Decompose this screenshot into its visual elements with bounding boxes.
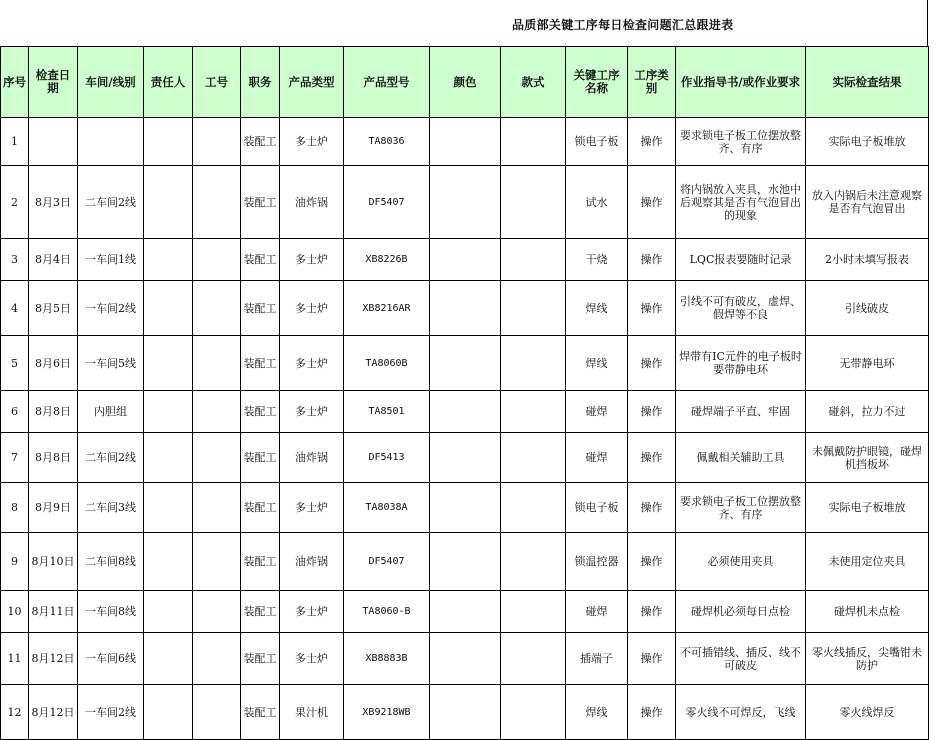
cell-no[interactable]: 8 [1,483,29,533]
cell-line[interactable]: 一车间1线 [78,239,144,281]
cell-line[interactable] [78,118,144,166]
table-row [1,166,929,239]
cell-requirement[interactable]: 必须使用夹具 [676,533,806,591]
cell-model[interactable]: TA8038A [344,483,430,533]
cell-category[interactable]: 操作 [628,433,676,483]
cell-id[interactable] [193,633,241,685]
table-row [1,685,929,740]
cell-model[interactable]: TA8036 [344,118,430,166]
cell-requirement[interactable]: 将内锅放入夹具，水池中后观察其是否有气泡冒出的现象 [676,166,806,239]
cell-line[interactable]: 一车间5线 [78,336,144,391]
cell-no[interactable]: 9 [1,533,29,591]
cell-style[interactable] [501,533,566,591]
cell-color[interactable] [430,391,501,433]
header-style: 款式 [501,47,566,118]
cell-process[interactable]: 焊线 [566,685,628,740]
cell-category[interactable]: 操作 [628,118,676,166]
cell-color[interactable] [430,633,501,685]
cell-person[interactable] [144,633,193,685]
cell-style[interactable] [501,118,566,166]
table-row [1,483,929,533]
cell-date[interactable]: 8月5日 [29,281,78,336]
cell-no[interactable]: 12 [1,685,29,740]
cell-requirement[interactable]: 零火线不可焊反，飞线 [676,685,806,740]
cell-process[interactable]: 插端子 [566,633,628,685]
cell-id[interactable] [193,239,241,281]
cell-process[interactable]: 碰焊 [566,433,628,483]
cell-process[interactable]: 试水 [566,166,628,239]
cell-id[interactable] [193,391,241,433]
cell-ptype[interactable]: 多士炉 [280,336,344,391]
cell-result[interactable]: 零火线插反，尖嘴钳未防护 [806,633,929,685]
cell-ptype[interactable]: 多士炉 [280,118,344,166]
table-row [1,336,929,391]
cell-color[interactable] [430,239,501,281]
cell-model[interactable]: TA8060B [344,336,430,391]
cell-color[interactable] [430,591,501,633]
cell-model[interactable]: TA8060-B [344,591,430,633]
cell-model[interactable]: DF5407 [344,533,430,591]
title-row [0,0,928,46]
cell-person[interactable] [144,433,193,483]
cell-person[interactable] [144,483,193,533]
sheet-title: 品质部关键工序每日检查问题汇总跟进表 [512,18,734,32]
cell-line[interactable]: 一车间2线 [78,281,144,336]
cell-date[interactable]: 8月12日 [29,633,78,685]
cell-model[interactable]: TA8501 [344,391,430,433]
cell-no[interactable]: 1 [1,118,29,166]
cell-job[interactable]: 装配工 [241,391,280,433]
cell-process[interactable]: 锁电子板 [566,483,628,533]
cell-ptype[interactable]: 多士炉 [280,483,344,533]
header-no: 序号 [1,47,29,118]
cell-style[interactable] [501,433,566,483]
cell-ptype[interactable]: 果汁机 [280,685,344,740]
cell-person[interactable] [144,685,193,740]
cell-result[interactable]: 未佩戴防护眼镜，碰焊机挡板坏 [806,433,929,483]
cell-color[interactable] [430,118,501,166]
cell-result[interactable]: 放入内锅后未注意观察是否有气泡冒出 [806,166,929,239]
cell-date[interactable]: 8月12日 [29,685,78,740]
cell-line[interactable]: 二车间2线 [78,166,144,239]
cell-style[interactable] [501,336,566,391]
cell-model[interactable]: DF5407 [344,166,430,239]
cell-style[interactable] [501,685,566,740]
cell-id[interactable] [193,433,241,483]
cell-color[interactable] [430,483,501,533]
cell-process[interactable]: 焊线 [566,336,628,391]
cell-no[interactable]: 7 [1,433,29,483]
cell-id[interactable] [193,533,241,591]
header-job: 职务 [241,47,280,118]
cell-person[interactable] [144,336,193,391]
cell-process[interactable]: 锁温控器 [566,533,628,591]
cell-requirement[interactable]: 焊带有IC元件的电子板时要带静电环 [676,336,806,391]
cell-result[interactable]: 未使用定位夹具 [806,533,929,591]
cell-result[interactable]: 引线破皮 [806,281,929,336]
header-date: 检查日期 [29,47,78,118]
cell-requirement[interactable]: 不可插错线、插反、线不可破皮 [676,633,806,685]
cell-job[interactable]: 装配工 [241,591,280,633]
cell-line[interactable]: 二车间3线 [78,483,144,533]
cell-style[interactable] [501,591,566,633]
cell-date[interactable]: 8月8日 [29,391,78,433]
cell-requirement[interactable]: 碰焊机必须每日点检 [676,591,806,633]
cell-person[interactable] [144,533,193,591]
cell-job[interactable]: 装配工 [241,118,280,166]
cell-date[interactable]: 8月9日 [29,483,78,533]
table-row [1,239,929,281]
cell-process[interactable]: 干烧 [566,239,628,281]
table-row [1,118,929,166]
header-process: 关键工序名称 [566,47,628,118]
cell-result[interactable]: 2小时未填写报表 [806,239,929,281]
header-model: 产品型号 [344,47,430,118]
cell-style[interactable] [501,391,566,433]
cell-id[interactable] [193,685,241,740]
cell-no[interactable]: 2 [1,166,29,239]
cell-model[interactable]: XB9218WB [344,685,430,740]
cell-result[interactable]: 碰焊机未点检 [806,591,929,633]
cell-line[interactable]: 一车间6线 [78,633,144,685]
cell-person[interactable] [144,591,193,633]
header-row [1,47,929,118]
cell-person[interactable] [144,391,193,433]
cell-ptype[interactable]: 多士炉 [280,633,344,685]
cell-color[interactable] [430,166,501,239]
cell-no[interactable]: 6 [1,391,29,433]
cell-line[interactable]: 内胆组 [78,391,144,433]
cell-ptype[interactable]: 油炸锅 [280,533,344,591]
cell-date[interactable]: 8月8日 [29,433,78,483]
cell-id[interactable] [193,591,241,633]
cell-id[interactable] [193,483,241,533]
table-row [1,533,929,591]
cell-style[interactable] [501,483,566,533]
cell-job[interactable]: 装配工 [241,336,280,391]
cell-ptype[interactable]: 多士炉 [280,239,344,281]
cell-process[interactable]: 锁电子板 [566,118,628,166]
header-person: 责任人 [144,47,193,118]
cell-category[interactable]: 操作 [628,633,676,685]
cell-color[interactable] [430,533,501,591]
cell-job[interactable]: 装配工 [241,239,280,281]
cell-style[interactable] [501,239,566,281]
cell-person[interactable] [144,118,193,166]
table-row [1,591,929,633]
cell-id[interactable] [193,336,241,391]
header-result: 实际检查结果 [806,47,929,118]
cell-no[interactable]: 11 [1,633,29,685]
cell-ptype[interactable]: 多士炉 [280,281,344,336]
cell-date[interactable]: 8月4日 [29,239,78,281]
cell-result[interactable]: 实际电子板堆放 [806,483,929,533]
cell-category[interactable]: 操作 [628,281,676,336]
cell-person[interactable] [144,281,193,336]
cell-no[interactable]: 5 [1,336,29,391]
cell-result[interactable]: 碰斜，拉力不过 [806,391,929,433]
cell-id[interactable] [193,118,241,166]
cell-color[interactable] [430,685,501,740]
cell-no[interactable]: 10 [1,591,29,633]
cell-date[interactable]: 8月3日 [29,166,78,239]
cell-requirement[interactable]: 碰焊端子平直、牢固 [676,391,806,433]
cell-category[interactable]: 操作 [628,483,676,533]
cell-job[interactable]: 装配工 [241,685,280,740]
cell-date[interactable]: 8月6日 [29,336,78,391]
cell-requirement[interactable]: LQC报表要随时记录 [676,239,806,281]
cell-process[interactable]: 焊线 [566,281,628,336]
cell-date[interactable]: 8月11日 [29,591,78,633]
cell-process[interactable]: 碰焊 [566,591,628,633]
cell-category[interactable]: 操作 [628,591,676,633]
cell-job[interactable]: 装配工 [241,433,280,483]
table-row [1,391,929,433]
cell-id[interactable] [193,166,241,239]
header-line: 车间/线别 [78,47,144,118]
cell-style[interactable] [501,281,566,336]
cell-result[interactable]: 无带静电环 [806,336,929,391]
header-requirement: 作业指导书/或作业要求 [676,47,806,118]
header-product-type: 产品类型 [280,47,344,118]
cell-model[interactable]: XB8216AR [344,281,430,336]
cell-line[interactable]: 一车间2线 [78,685,144,740]
cell-requirement[interactable]: 佩戴相关辅助工具 [676,433,806,483]
cell-color[interactable] [430,336,501,391]
cell-job[interactable]: 装配工 [241,166,280,239]
cell-requirement[interactable]: 要求锁电子板工位摆放整齐、有序 [676,483,806,533]
cell-job[interactable]: 装配工 [241,633,280,685]
table-row [1,433,929,483]
cell-result[interactable]: 实际电子板堆放 [806,118,929,166]
cell-result[interactable]: 零火线焊反 [806,685,929,740]
cell-ptype[interactable]: 多士炉 [280,391,344,433]
header-id: 工号 [193,47,241,118]
cell-category[interactable]: 操作 [628,166,676,239]
cell-person[interactable] [144,166,193,239]
cell-no[interactable]: 3 [1,239,29,281]
cell-date[interactable] [29,118,78,166]
cell-job[interactable]: 装配工 [241,483,280,533]
cell-id[interactable] [193,281,241,336]
cell-ptype[interactable]: 多士炉 [280,591,344,633]
cell-line[interactable]: 二车间8线 [78,533,144,591]
cell-style[interactable] [501,166,566,239]
cell-process[interactable]: 碰焊 [566,391,628,433]
cell-model[interactable]: DF5413 [344,433,430,483]
cell-ptype[interactable]: 油炸锅 [280,433,344,483]
cell-style[interactable] [501,633,566,685]
cell-no[interactable]: 4 [1,281,29,336]
cell-person[interactable] [144,239,193,281]
cell-category[interactable]: 操作 [628,685,676,740]
header-color: 颜色 [430,47,501,118]
cell-category[interactable]: 操作 [628,391,676,433]
cell-color[interactable] [430,433,501,483]
header-category: 工序类别 [628,47,676,118]
cell-line[interactable]: 一车间8线 [78,591,144,633]
cell-color[interactable] [430,281,501,336]
cell-model[interactable]: XB8883B [344,633,430,685]
cell-category[interactable]: 操作 [628,336,676,391]
inspection-table [0,46,929,740]
cell-requirement[interactable]: 引线不可有破皮，虚焊、假焊等不良 [676,281,806,336]
cell-date[interactable]: 8月10日 [29,533,78,591]
cell-line[interactable]: 二车间2线 [78,433,144,483]
table-row [1,633,929,685]
cell-model[interactable]: XB8226B [344,239,430,281]
cell-category[interactable]: 操作 [628,239,676,281]
cell-job[interactable]: 装配工 [241,281,280,336]
table-row [1,281,929,336]
cell-category[interactable]: 操作 [628,533,676,591]
cell-job[interactable]: 装配工 [241,533,280,591]
cell-ptype[interactable]: 油炸锅 [280,166,344,239]
cell-requirement[interactable]: 要求锁电子板工位摆放整齐、有序 [676,118,806,166]
